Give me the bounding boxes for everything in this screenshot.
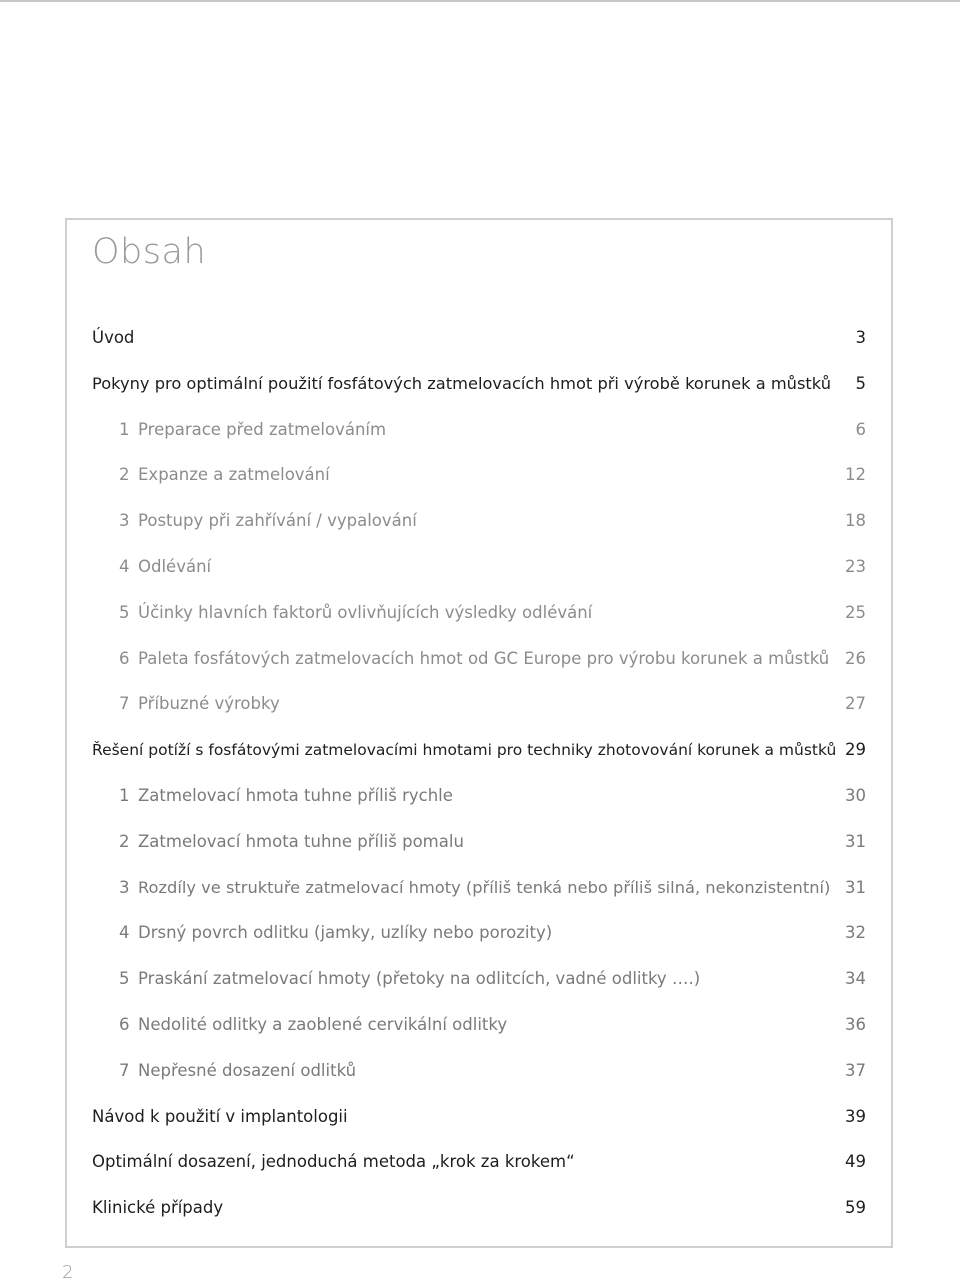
toc-entry-page: 23 xyxy=(845,556,866,576)
toc-entry-number: 5 xyxy=(119,602,130,622)
toc-entry-title: Řešení potíží s fosfátovými zatmelovacími hmotami pro techniky zhotovování korunek a můstků xyxy=(92,741,836,760)
toc-subsection-entry[interactable] xyxy=(92,873,866,919)
toc-entry-page: 31 xyxy=(845,831,866,851)
toc-entry-number: 6 xyxy=(119,1014,130,1034)
toc-subsection-entry[interactable] xyxy=(92,1010,866,1056)
toc-subsection-entry[interactable] xyxy=(92,964,866,1010)
toc-entry-page: 25 xyxy=(845,602,866,622)
toc-entry-number: 3 xyxy=(119,877,130,897)
toc-entry-number: 1 xyxy=(119,785,130,805)
toc-entry-page: 12 xyxy=(845,465,866,485)
toc-entry-number: 7 xyxy=(119,1060,130,1080)
toc-subsection-entry[interactable] xyxy=(92,918,866,964)
toc-subsection-entry[interactable] xyxy=(92,598,866,644)
toc-entry-number: 4 xyxy=(119,556,130,576)
toc-entry-title: Nedolité odlitky a zaoblené cervikální odlitky xyxy=(138,1014,508,1034)
toc-entry-title: Příbuzné výrobky xyxy=(138,694,280,714)
toc-entry-number: 6 xyxy=(119,648,130,668)
toc-section-entry[interactable] xyxy=(92,1147,866,1193)
toc-entry-page: 49 xyxy=(845,1152,866,1172)
page-title: Obsah xyxy=(92,232,207,272)
toc-entry-page: 36 xyxy=(845,1014,866,1034)
toc-entry-number: 1 xyxy=(119,419,130,439)
toc-entry-number: 3 xyxy=(119,511,130,531)
table-of-contents xyxy=(92,323,866,1239)
toc-subsection-entry[interactable] xyxy=(92,552,866,598)
toc-entry-title: Preparace před zatmelováním xyxy=(138,419,387,439)
toc-entry-title: Expanze a zatmelování xyxy=(138,465,330,485)
toc-entry-title: Úvod xyxy=(92,328,135,347)
toc-entry-title: Odlévání xyxy=(138,556,212,576)
top-divider xyxy=(0,0,960,2)
toc-subsection-entry[interactable] xyxy=(92,415,866,461)
toc-entry-number: 5 xyxy=(119,969,130,989)
toc-section-entry[interactable] xyxy=(92,369,866,415)
toc-section-entry[interactable] xyxy=(92,735,866,781)
toc-entry-page: 30 xyxy=(845,785,866,805)
toc-entry-page: 26 xyxy=(845,648,866,668)
toc-entry-page: 29 xyxy=(845,740,866,760)
toc-entry-title: Rozdíly ve struktuře zatmelovací hmoty (příliš tenká nebo příliš silná, nekonzistentní) xyxy=(138,877,831,897)
toc-subsection-entry[interactable] xyxy=(92,689,866,735)
toc-section-entry[interactable] xyxy=(92,1193,866,1239)
toc-entry-page: 34 xyxy=(845,969,866,989)
toc-entry-page: 18 xyxy=(845,511,866,531)
toc-subsection-entry[interactable] xyxy=(92,781,866,827)
toc-entry-title: Praskání zatmelovací hmoty (přetoky na odlitcích, vadné odlitky ….) xyxy=(138,969,701,989)
toc-subsection-entry[interactable] xyxy=(92,460,866,506)
toc-entry-page: 37 xyxy=(845,1060,866,1080)
toc-entry-number: 2 xyxy=(119,831,130,851)
toc-subsection-entry[interactable] xyxy=(92,1056,866,1102)
toc-entry-number: 7 xyxy=(119,694,130,714)
toc-section-entry[interactable] xyxy=(92,1102,866,1148)
toc-entry-number: 4 xyxy=(119,923,130,943)
toc-entry-page: 39 xyxy=(845,1106,866,1126)
toc-entry-page: 3 xyxy=(855,328,866,347)
toc-entry-title: Postupy při zahřívání / vypalování xyxy=(138,511,417,531)
toc-subsection-entry[interactable] xyxy=(92,644,866,690)
toc-entry-title: Zatmelovací hmota tuhne příliš rychle xyxy=(138,785,453,805)
toc-subsection-entry[interactable] xyxy=(92,506,866,552)
toc-entry-title: Nepřesné dosazení odlitků xyxy=(138,1060,357,1080)
toc-entry-page: 5 xyxy=(855,373,866,393)
toc-entry-title: Návod k použití v implantologii xyxy=(92,1106,348,1126)
toc-entry-title: Účinky hlavních faktorů ovlivňujících výsledky odlévání xyxy=(138,602,593,622)
toc-entry-title: Pokyny pro optimální použití fosfátových zatmelovacích hmot při výrobě korunek a můstků xyxy=(92,373,832,393)
toc-entry-title: Drsný povrch odlitku (jamky, uzlíky nebo porozity) xyxy=(138,923,553,943)
toc-section-entry[interactable] xyxy=(92,323,866,369)
toc-subsection-entry[interactable] xyxy=(92,827,866,873)
toc-entry-title: Paleta fosfátových zatmelovacích hmot od GC Europe pro výrobu korunek a můstků xyxy=(138,648,830,668)
toc-entry-page: 31 xyxy=(845,877,866,897)
toc-entry-page: 6 xyxy=(855,419,866,439)
toc-entry-page: 27 xyxy=(845,694,866,714)
toc-entry-title: Optimální dosazení, jednoduchá metoda „krok za krokem“ xyxy=(92,1152,575,1172)
page-number: 2 xyxy=(62,1262,74,1283)
toc-entry-page: 32 xyxy=(845,923,866,943)
toc-entry-page: 59 xyxy=(845,1198,866,1218)
toc-entry-title: Zatmelovací hmota tuhne příliš pomalu xyxy=(138,831,464,851)
toc-entry-number: 2 xyxy=(119,465,130,485)
toc-entry-title: Klinické případy xyxy=(92,1198,224,1218)
